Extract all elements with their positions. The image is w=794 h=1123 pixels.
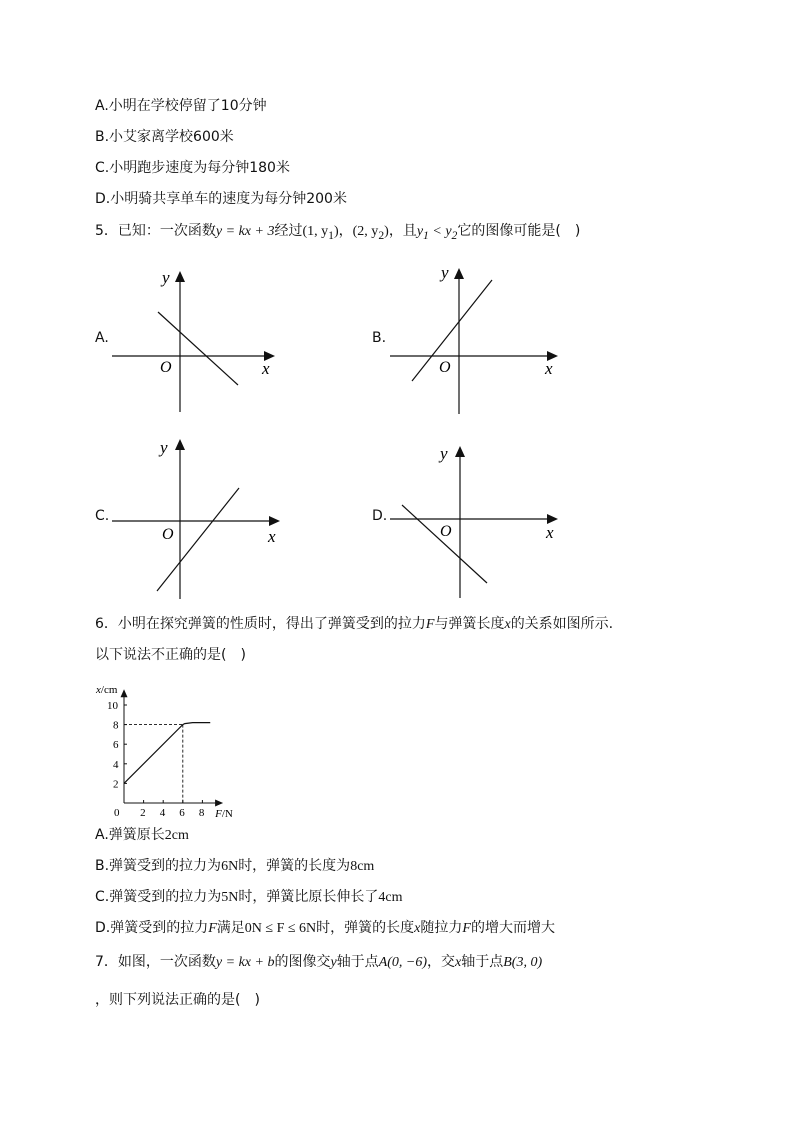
q6-option-a: A.弹簧原长2cm bbox=[95, 827, 189, 843]
series-line bbox=[124, 723, 210, 784]
q6-option-b: B.弹簧受到的拉力为6N时，弹簧的长度为8cm bbox=[95, 858, 375, 874]
x-tick-label: 4 bbox=[159, 807, 166, 819]
y-axis-arrow-icon bbox=[454, 268, 464, 279]
x-axis-label: F/N bbox=[215, 808, 233, 820]
graph-b-x-label: x bbox=[545, 359, 553, 378]
y-axis-label: x/cm bbox=[96, 684, 118, 697]
y-tick-label: 10 bbox=[107, 700, 118, 712]
graph-a-label: A. bbox=[95, 330, 109, 346]
y-axis-arrow-icon bbox=[175, 439, 185, 450]
x-tick-label: 8 bbox=[198, 807, 205, 819]
q7-stem-line2: ，则下列说法正确的是( ) bbox=[95, 992, 260, 1008]
x-tick-label: 2 bbox=[140, 807, 146, 819]
graph-c-label: C. bbox=[95, 508, 110, 524]
graph-b-y-label: y bbox=[441, 263, 449, 282]
q6-option-c: C.弹簧受到的拉力为5N时，弹簧比原长伸长了4cm bbox=[95, 889, 403, 905]
graph-d-origin: O bbox=[440, 523, 452, 540]
q4-option-a: A.小明在学校停留了10分钟 bbox=[95, 98, 267, 114]
graph-d-label: D. bbox=[372, 508, 388, 524]
spring-chart bbox=[92, 675, 252, 820]
q6-option-d: D.弹簧受到的拉力F满足0N ≤ F ≤ 6N时，弹簧的长度x随拉力F的增大而增大 bbox=[95, 920, 555, 936]
y-axis-arrow-icon bbox=[175, 271, 185, 282]
q6-stem-line2: 以下说法不正确的是( ) bbox=[95, 647, 246, 663]
x-axis-arrow-icon bbox=[269, 516, 280, 526]
graph-a bbox=[110, 265, 280, 415]
graph-c bbox=[110, 433, 290, 603]
y-tick-label: 2 bbox=[113, 778, 119, 791]
q6-stem-line1: 6．小明在探究弹簧的性质时，得出了弹簧受到的拉力F与弹簧长度x的关系如图所示. bbox=[95, 616, 614, 632]
q4-option-d: D.小明骑共享单车的速度为每分钟200米 bbox=[95, 191, 347, 207]
graph-b-label: B. bbox=[372, 330, 387, 346]
graph-d bbox=[388, 440, 568, 600]
x-tick-label: 6 bbox=[179, 807, 185, 819]
q7-stem-line1: 7．如图，一次函数y = kx + b的图像交y轴于点A(0, −6)，交x轴于点B(3, 0) bbox=[95, 954, 543, 970]
y-axis-arrow-icon bbox=[455, 446, 465, 457]
x-tick-label: 0 bbox=[114, 807, 120, 819]
y-axis-arrow-icon bbox=[121, 689, 128, 697]
y-tick-label: 4 bbox=[113, 758, 119, 771]
graph-b bbox=[388, 262, 563, 417]
y-tick-label: 8 bbox=[113, 719, 119, 732]
graph-d-x-label: x bbox=[546, 523, 554, 542]
graph-c-y-label: y bbox=[160, 438, 168, 457]
graph-b-origin: O bbox=[439, 359, 451, 376]
q4-option-c: C.小明跑步速度为每分钟180米 bbox=[95, 160, 290, 176]
graph-b-line bbox=[412, 280, 492, 381]
graph-a-origin: O bbox=[160, 359, 172, 376]
graph-a-x-label: x bbox=[262, 359, 270, 378]
graph-c-origin: O bbox=[162, 526, 174, 543]
graph-c-x-label: x bbox=[268, 527, 276, 546]
q4-option-b: B.小艾家离学校600米 bbox=[95, 129, 234, 145]
y-tick-label: 6 bbox=[113, 739, 119, 752]
x-axis-arrow-icon bbox=[215, 800, 223, 807]
graph-d-y-label: y bbox=[440, 444, 448, 463]
graph-d-line bbox=[402, 505, 487, 583]
q5-stem: 5．已知：一次函数y = kx + 3经过(1, $y_1$)，(2, $y_2$)，且$y_1 < y_2$它的图像可能是( ) bbox=[95, 223, 581, 242]
graph-a-y-label: y bbox=[162, 268, 170, 287]
